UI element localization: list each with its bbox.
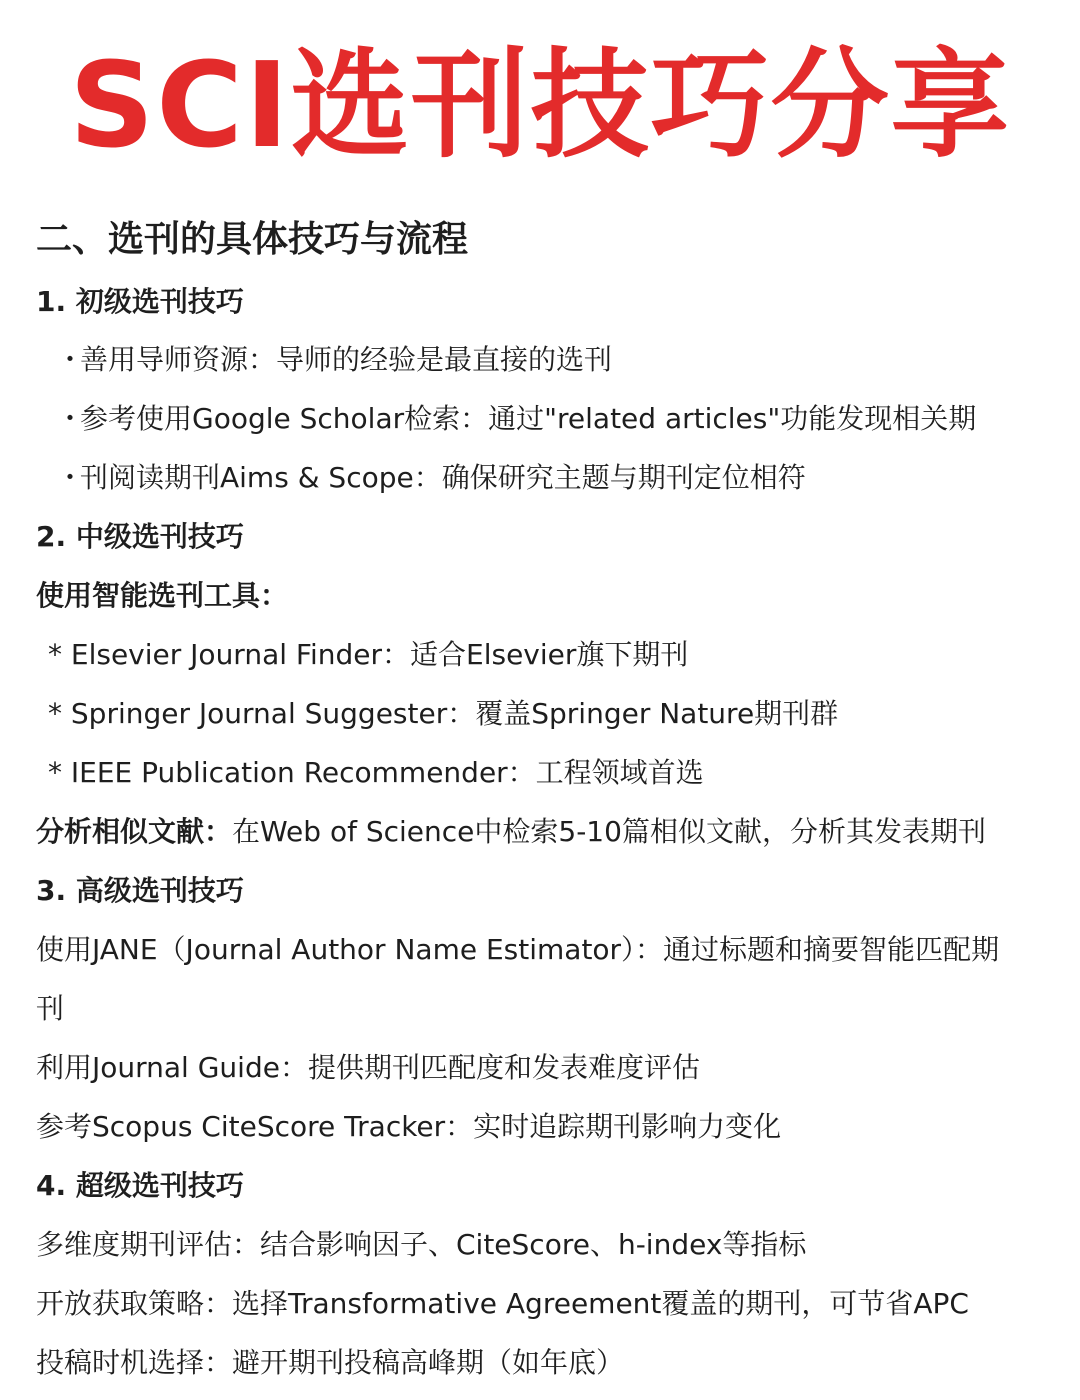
- level3-line: 刊: [36, 992, 65, 1025]
- level1-bullet: 善用导师资源：导师的经验是最直接的选刊: [80, 343, 613, 376]
- level3-heading: 3. 高级选刊技巧: [36, 874, 244, 907]
- tool-item: * IEEE Publication Recommender：工程领域首选: [48, 756, 704, 789]
- level4-heading: 4. 超级选刊技巧: [36, 1169, 244, 1202]
- level4-line: 投稿时机选择：避开期刊投稿高峰期（如年底）: [36, 1346, 625, 1379]
- level3-line: 利用Journal Guide：提供期刊匹配度和发表难度评估: [36, 1051, 700, 1084]
- level4-line: 多维度期刊评估：结合影响因子、CiteScore、h-index等指标: [36, 1228, 807, 1261]
- level3-line: 参考Scopus CiteScore Tracker：实时追踪期刊影响力变化: [36, 1110, 782, 1143]
- level1-bullet: 参考使用Google Scholar检索：通过"related articles"功能发现相关期: [80, 402, 977, 435]
- level1-heading: 1. 初级选刊技巧: [36, 285, 244, 318]
- section-heading: 二、选刊的具体技巧与流程: [36, 219, 469, 260]
- level2-heading: 2. 中级选刊技巧: [36, 520, 244, 553]
- bullet-dot: ・: [56, 402, 85, 435]
- tools-label: 使用智能选刊工具：: [36, 579, 289, 612]
- level3-line: 使用JANE（Journal Author Name Estimator）：通过标题和摘要智能匹配期: [36, 933, 1000, 966]
- analysis-text: 在Web of Science中检索5-10篇相似文献，分析其发表期刊: [232, 815, 986, 848]
- bullet-dot: ・: [56, 461, 85, 494]
- level1-bullet: 刊阅读期刊Aims & Scope：确保研究主题与期刊定位相符: [80, 461, 806, 494]
- level4-line: 开放获取策略：选择Transformative Agreement覆盖的期刊，可节省APC: [36, 1287, 969, 1320]
- bullet-dot: ・: [56, 343, 85, 376]
- tool-item: * Elsevier Journal Finder：适合Elsevier旗下期刊: [48, 638, 689, 671]
- page-title: SCI选刊技巧分享: [69, 36, 1011, 174]
- analysis-label: 分析相似文献：: [36, 815, 233, 848]
- analysis-line: [36, 812, 986, 852]
- tool-item: * Springer Journal Suggester：覆盖Springer Nature期刊群: [48, 697, 839, 730]
